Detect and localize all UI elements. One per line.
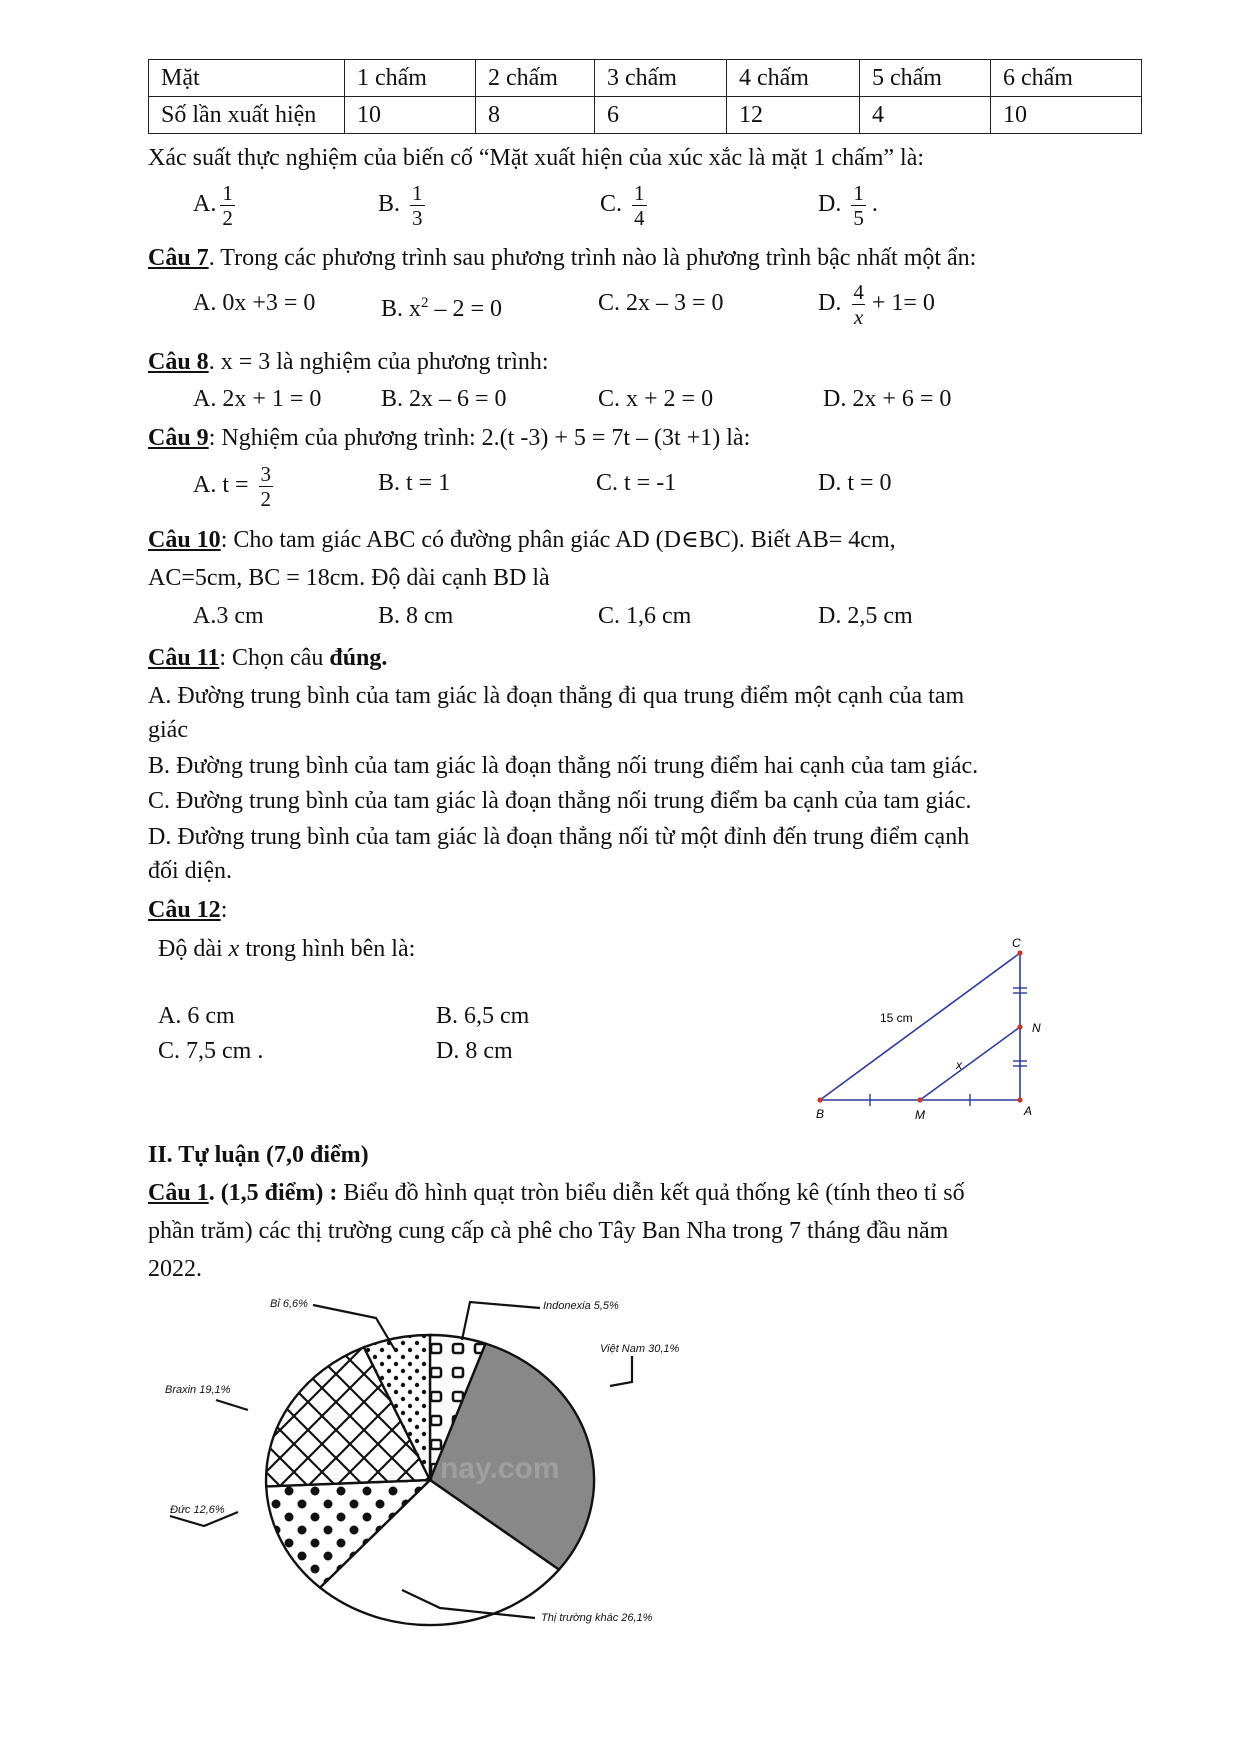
question-7-stem — [148, 243, 976, 273]
label-c: C — [1012, 936, 1021, 950]
denominator: 3 — [412, 206, 423, 230]
denominator: x — [853, 305, 864, 329]
part-2-question-1-line1 — [148, 1178, 965, 1208]
question-6-option-b — [378, 181, 425, 230]
fraction — [632, 181, 647, 230]
label-a: A — [1024, 1104, 1033, 1118]
question-label: Câu 10 — [148, 527, 221, 553]
option-tail: + 1= 0 — [871, 290, 935, 317]
question-text: : Cho tam giác ABC có đường phân giác AD (D∈BC). Biết AB= 4cm, — [220, 527, 896, 553]
frequency-table — [148, 59, 1142, 134]
question-text: trong hình bên là: — [239, 936, 416, 962]
triangle-figure — [800, 935, 1060, 1125]
table-cell: 8 — [476, 97, 595, 134]
part-2-question-1-line2: phần trăm) các thị trường cung cấp cà phê cho Tây Ban Nha trong 7 tháng đầu năm — [148, 1218, 949, 1244]
question-text: : Chọn câu — [219, 645, 330, 671]
question-11-option-d-cont: đối diện. — [148, 858, 232, 884]
question-9-option-c: C. t = -1 — [596, 470, 677, 496]
question-6-option-d — [818, 181, 878, 230]
table-cell: 12 — [727, 97, 860, 134]
question-6-option-c — [600, 181, 647, 230]
table-cell: 4 chấm — [727, 60, 860, 97]
label-m: M — [915, 1108, 925, 1122]
option-text: – 2 = 0 — [428, 296, 503, 322]
table-cell: 1 chấm — [345, 60, 476, 97]
question-6-option-a — [193, 181, 235, 230]
fraction — [851, 280, 866, 329]
question-12-option-b: B. 6,5 cm — [436, 1003, 530, 1029]
question-12-option-a: A. 6 cm — [158, 1003, 235, 1029]
table-row — [149, 60, 1142, 97]
question-9-option-b: B. t = 1 — [378, 470, 451, 496]
question-text: . Trong các phương trình sau phương trình nào là phương trình bậc nhất một ẩn: — [208, 245, 977, 271]
label-x: x — [956, 1058, 962, 1072]
question-9-option-a — [193, 462, 273, 511]
option-label: A. — [193, 191, 217, 218]
question-8-option-d: D. 2x + 6 = 0 — [823, 386, 952, 412]
question-label: Câu 12 — [148, 897, 221, 923]
question-11-option-a-cont: giác — [148, 717, 188, 743]
denominator: 2 — [222, 206, 233, 230]
denominator: 5 — [853, 206, 864, 230]
numerator: 1 — [222, 181, 233, 205]
question-emphasis: đúng. — [329, 645, 388, 671]
question-7-option-c: C. 2x – 3 = 0 — [598, 290, 724, 316]
option-label: D. — [818, 290, 842, 317]
leader-line — [610, 1356, 632, 1386]
question-10-option-c: C. 1,6 cm — [598, 603, 692, 629]
question-7-option-b — [381, 288, 502, 324]
question-10-stem — [148, 525, 896, 555]
pie-chart — [140, 1290, 740, 1650]
option-label: C. — [600, 191, 623, 218]
numerator: 3 — [260, 462, 272, 486]
option-text: B. x — [381, 296, 422, 322]
question-text: Biểu đồ hình quạt tròn biểu diễn kết quả thống kê (tính theo tỉ số — [337, 1180, 965, 1206]
question-8-option-b: B. 2x – 6 = 0 — [381, 386, 507, 412]
label-side-length: 15 cm — [880, 1011, 913, 1025]
question-7-option-a: A. 0x +3 = 0 — [193, 290, 316, 316]
numerator: 1 — [853, 181, 864, 205]
label-thi-truong-khac: Thị trường khác 26,1% — [541, 1612, 653, 1624]
label-viet-nam: Việt Nam 30,1% — [600, 1343, 680, 1355]
question-text: : Nghiệm của phương trình: 2.(t -3) + 5 = 7t – (3t +1) là: — [208, 425, 751, 451]
watermark: nay.com — [440, 1452, 560, 1485]
question-text: Độ dài — [158, 936, 229, 962]
part-2-question-1-line3: 2022. — [148, 1256, 202, 1282]
table-cell: 6 — [595, 97, 727, 134]
question-12-option-c: C. 7,5 cm . — [158, 1038, 264, 1064]
question-8-stem — [148, 347, 549, 377]
question-8-option-a: A. 2x + 1 = 0 — [193, 386, 322, 412]
question-label: Câu 1 — [148, 1180, 209, 1206]
denominator: 2 — [260, 487, 272, 511]
question-8-option-c: C. x + 2 = 0 — [598, 386, 714, 412]
numerator: 1 — [634, 181, 645, 205]
question-11-option-b: B. Đường trung bình của tam giác là đoạn thẳng nối trung điểm hai cạnh của tam giác. — [148, 753, 979, 779]
table-cell: 3 chấm — [595, 60, 727, 97]
question-12-option-d: D. 8 cm — [436, 1038, 513, 1064]
question-10-option-d: D. 2,5 cm — [818, 603, 913, 629]
question-11-option-d: D. Đường trung bình của tam giác là đoạn thẳng nối từ một đỉnh đến trung điểm cạnh — [148, 824, 970, 850]
table-cell: Mặt — [149, 60, 345, 97]
label-b: B — [816, 1107, 825, 1121]
table-cell: Số lần xuất hiện — [149, 97, 345, 134]
side-bc — [820, 953, 1020, 1100]
point-b — [817, 1097, 822, 1102]
table-cell: 6 chấm — [991, 60, 1142, 97]
question-6-stem: Xác suất thực nghiệm của biến cố “Mặt xuất hiện của xúc xắc là mặt 1 chấm” là: — [148, 145, 925, 171]
numerator: 4 — [853, 280, 864, 304]
table-cell: 4 — [860, 97, 991, 134]
fraction — [410, 181, 425, 230]
question-12-stem — [158, 934, 415, 964]
point-m — [917, 1097, 922, 1102]
question-7-option-d — [818, 280, 935, 329]
question-11-option-c: C. Đường trung bình của tam giác là đoạn thẳng nối trung điểm ba cạnh của tam giác. — [148, 788, 972, 814]
fraction — [259, 462, 274, 511]
question-9-stem — [148, 423, 750, 453]
question-label: Câu 8 — [148, 349, 209, 375]
fraction — [220, 181, 235, 230]
point-n — [1017, 1024, 1022, 1029]
option-label: B. — [378, 191, 401, 218]
segment-mn — [920, 1027, 1020, 1100]
question-10-stem-line2: AC=5cm, BC = 18cm. Độ dài cạnh BD là — [148, 565, 550, 591]
question-text: : — [220, 897, 228, 923]
superscript: 2 — [421, 295, 429, 311]
question-label: Câu 9 — [148, 425, 209, 451]
question-9-option-d: D. t = 0 — [818, 470, 892, 496]
label-duc: Đức 12,6% — [170, 1504, 225, 1516]
denominator: 4 — [634, 206, 645, 230]
question-points: . (1,5 điểm) : — [208, 1180, 338, 1206]
table-row — [149, 97, 1142, 134]
fraction — [851, 181, 866, 230]
question-label: Câu 11 — [148, 645, 220, 671]
option-tail: . — [871, 191, 878, 218]
table-cell: 10 — [345, 97, 476, 134]
point-a — [1017, 1097, 1022, 1102]
leader-line — [216, 1400, 248, 1410]
leader-line — [462, 1302, 540, 1340]
table-cell: 10 — [991, 97, 1142, 134]
question-12-label — [148, 895, 227, 925]
label-n: N — [1032, 1021, 1041, 1035]
question-10-option-b: B. 8 cm — [378, 603, 454, 629]
label-braxin: Braxin 19,1% — [165, 1384, 231, 1396]
part-2-heading: II. Tự luận (7,0 điểm) — [148, 1142, 369, 1168]
question-text: . x = 3 là nghiệm của phương trình: — [208, 349, 549, 375]
label-indonexia: Indonexia 5,5% — [543, 1300, 619, 1312]
question-11-stem — [148, 643, 387, 673]
question-10-option-a: A.3 cm — [193, 603, 264, 629]
table-cell: 5 chấm — [860, 60, 991, 97]
option-label: A. t = — [193, 472, 249, 499]
point-c — [1017, 950, 1022, 955]
question-label: Câu 7 — [148, 245, 209, 271]
table-cell: 2 chấm — [476, 60, 595, 97]
option-label: D. — [818, 191, 842, 218]
variable: x — [228, 936, 240, 962]
numerator: 1 — [412, 181, 423, 205]
label-bi: Bỉ 6,6% — [270, 1298, 308, 1310]
question-11-option-a: A. Đường trung bình của tam giác là đoạn thẳng đi qua trung điểm một cạnh của tam — [148, 683, 965, 709]
